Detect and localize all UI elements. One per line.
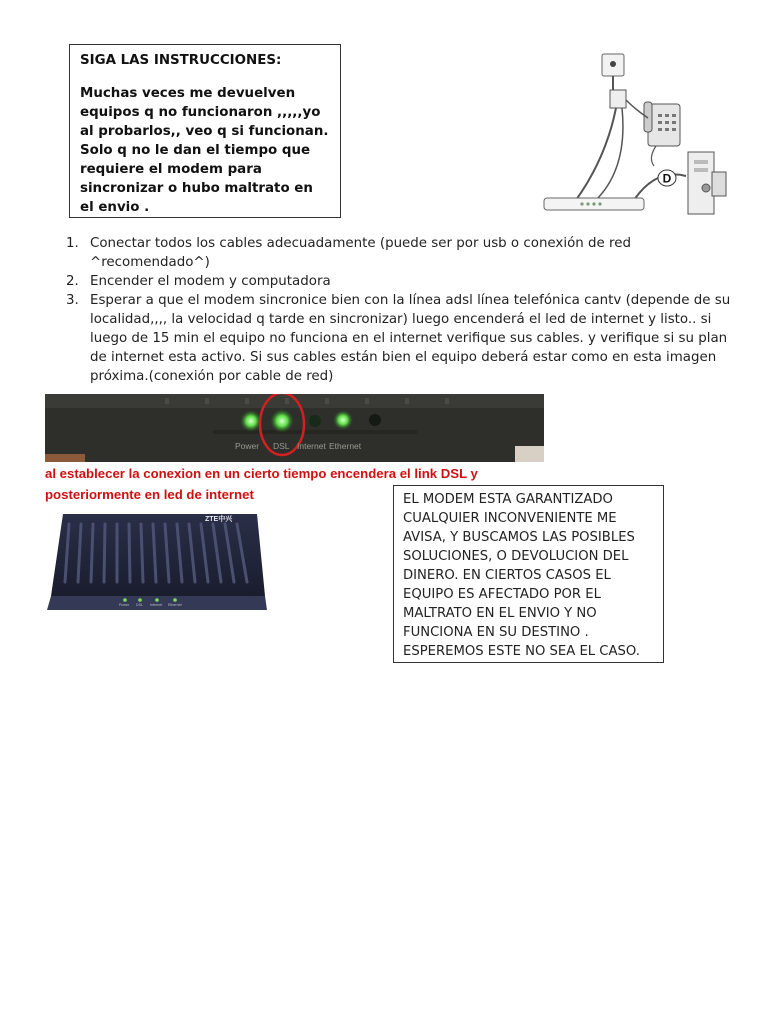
instructions-box	[69, 44, 341, 218]
list-item	[62, 272, 732, 291]
step-text: Conectar todos los cables adecuadamente (puede ser por usb o conexión de red ^recomendado^)	[90, 236, 631, 270]
list-item	[62, 234, 732, 272]
led-panel-photo	[45, 394, 544, 462]
modem-led-label: Ethernet	[168, 603, 182, 607]
instructions-title: SIGA LAS INSTRUCCIONES:	[80, 53, 282, 68]
step-number: 2.	[66, 274, 79, 289]
led-label: Ethernet	[329, 441, 362, 451]
step-number: 3.	[66, 293, 79, 308]
list-item	[62, 291, 732, 386]
diagram-label: D	[662, 171, 672, 186]
connection-diagram	[536, 48, 732, 218]
guarantee-text: EL MODEM ESTA GARANTIZADO CUALQUIER INCONVENIENTE ME AVISA, Y BUSCAMOS LAS POSIBLES SOLUCIONES, O DEVOLUCION DEL DINERO. EN CIERTOS CASOS EL EQUIPO ES AFECTADO POR EL MALTRATO EN EL ENVIO Y NO FUNCIONA EN SU DESTINO . ESPEREMOS ESTE NO SEA EL CASO.	[403, 492, 640, 659]
red-caption: al establecer la conexion en un cierto tiempo encendera el link DSL y posteriormente en led de internet	[45, 466, 478, 502]
led-label: DSL	[273, 441, 290, 451]
modem-led-label: DSL	[136, 603, 143, 607]
modem-photo	[45, 512, 271, 616]
modem-led-label: Power	[119, 603, 130, 607]
brand-logo: ZTE中兴	[205, 516, 233, 523]
steps-list	[62, 234, 732, 386]
modem-led-label: Internet	[150, 603, 163, 607]
step-number: 1.	[66, 236, 79, 251]
guarantee-box	[393, 485, 664, 663]
instructions-body: Muchas veces me devuelven equipos q no funcionaron ,,,,,yo al probarlos,, veo q si funcionan. Solo q no le dan el tiempo que requiere el modem para sincronizar o hubo maltrato en el envio .	[80, 86, 329, 215]
led-label: Internet	[297, 441, 326, 451]
led-label: Power	[235, 441, 260, 451]
step-text: Encender el modem y computadora	[90, 274, 331, 289]
step-text: Esperar a que el modem sincronice bien con la línea adsl línea telefónica cantv (depende de su localidad,,,, la velocidad q tarde en sincronizar) luego encenderá el led de internet y listo.. si luego de 15 min el equipo no funciona en el internet verifique sus cables. y verifique si su plan de internet esta activo. Si sus cables están bien el equipo deberá estar como en esta imagen próxima.(conexión por cable de red)	[90, 293, 731, 384]
